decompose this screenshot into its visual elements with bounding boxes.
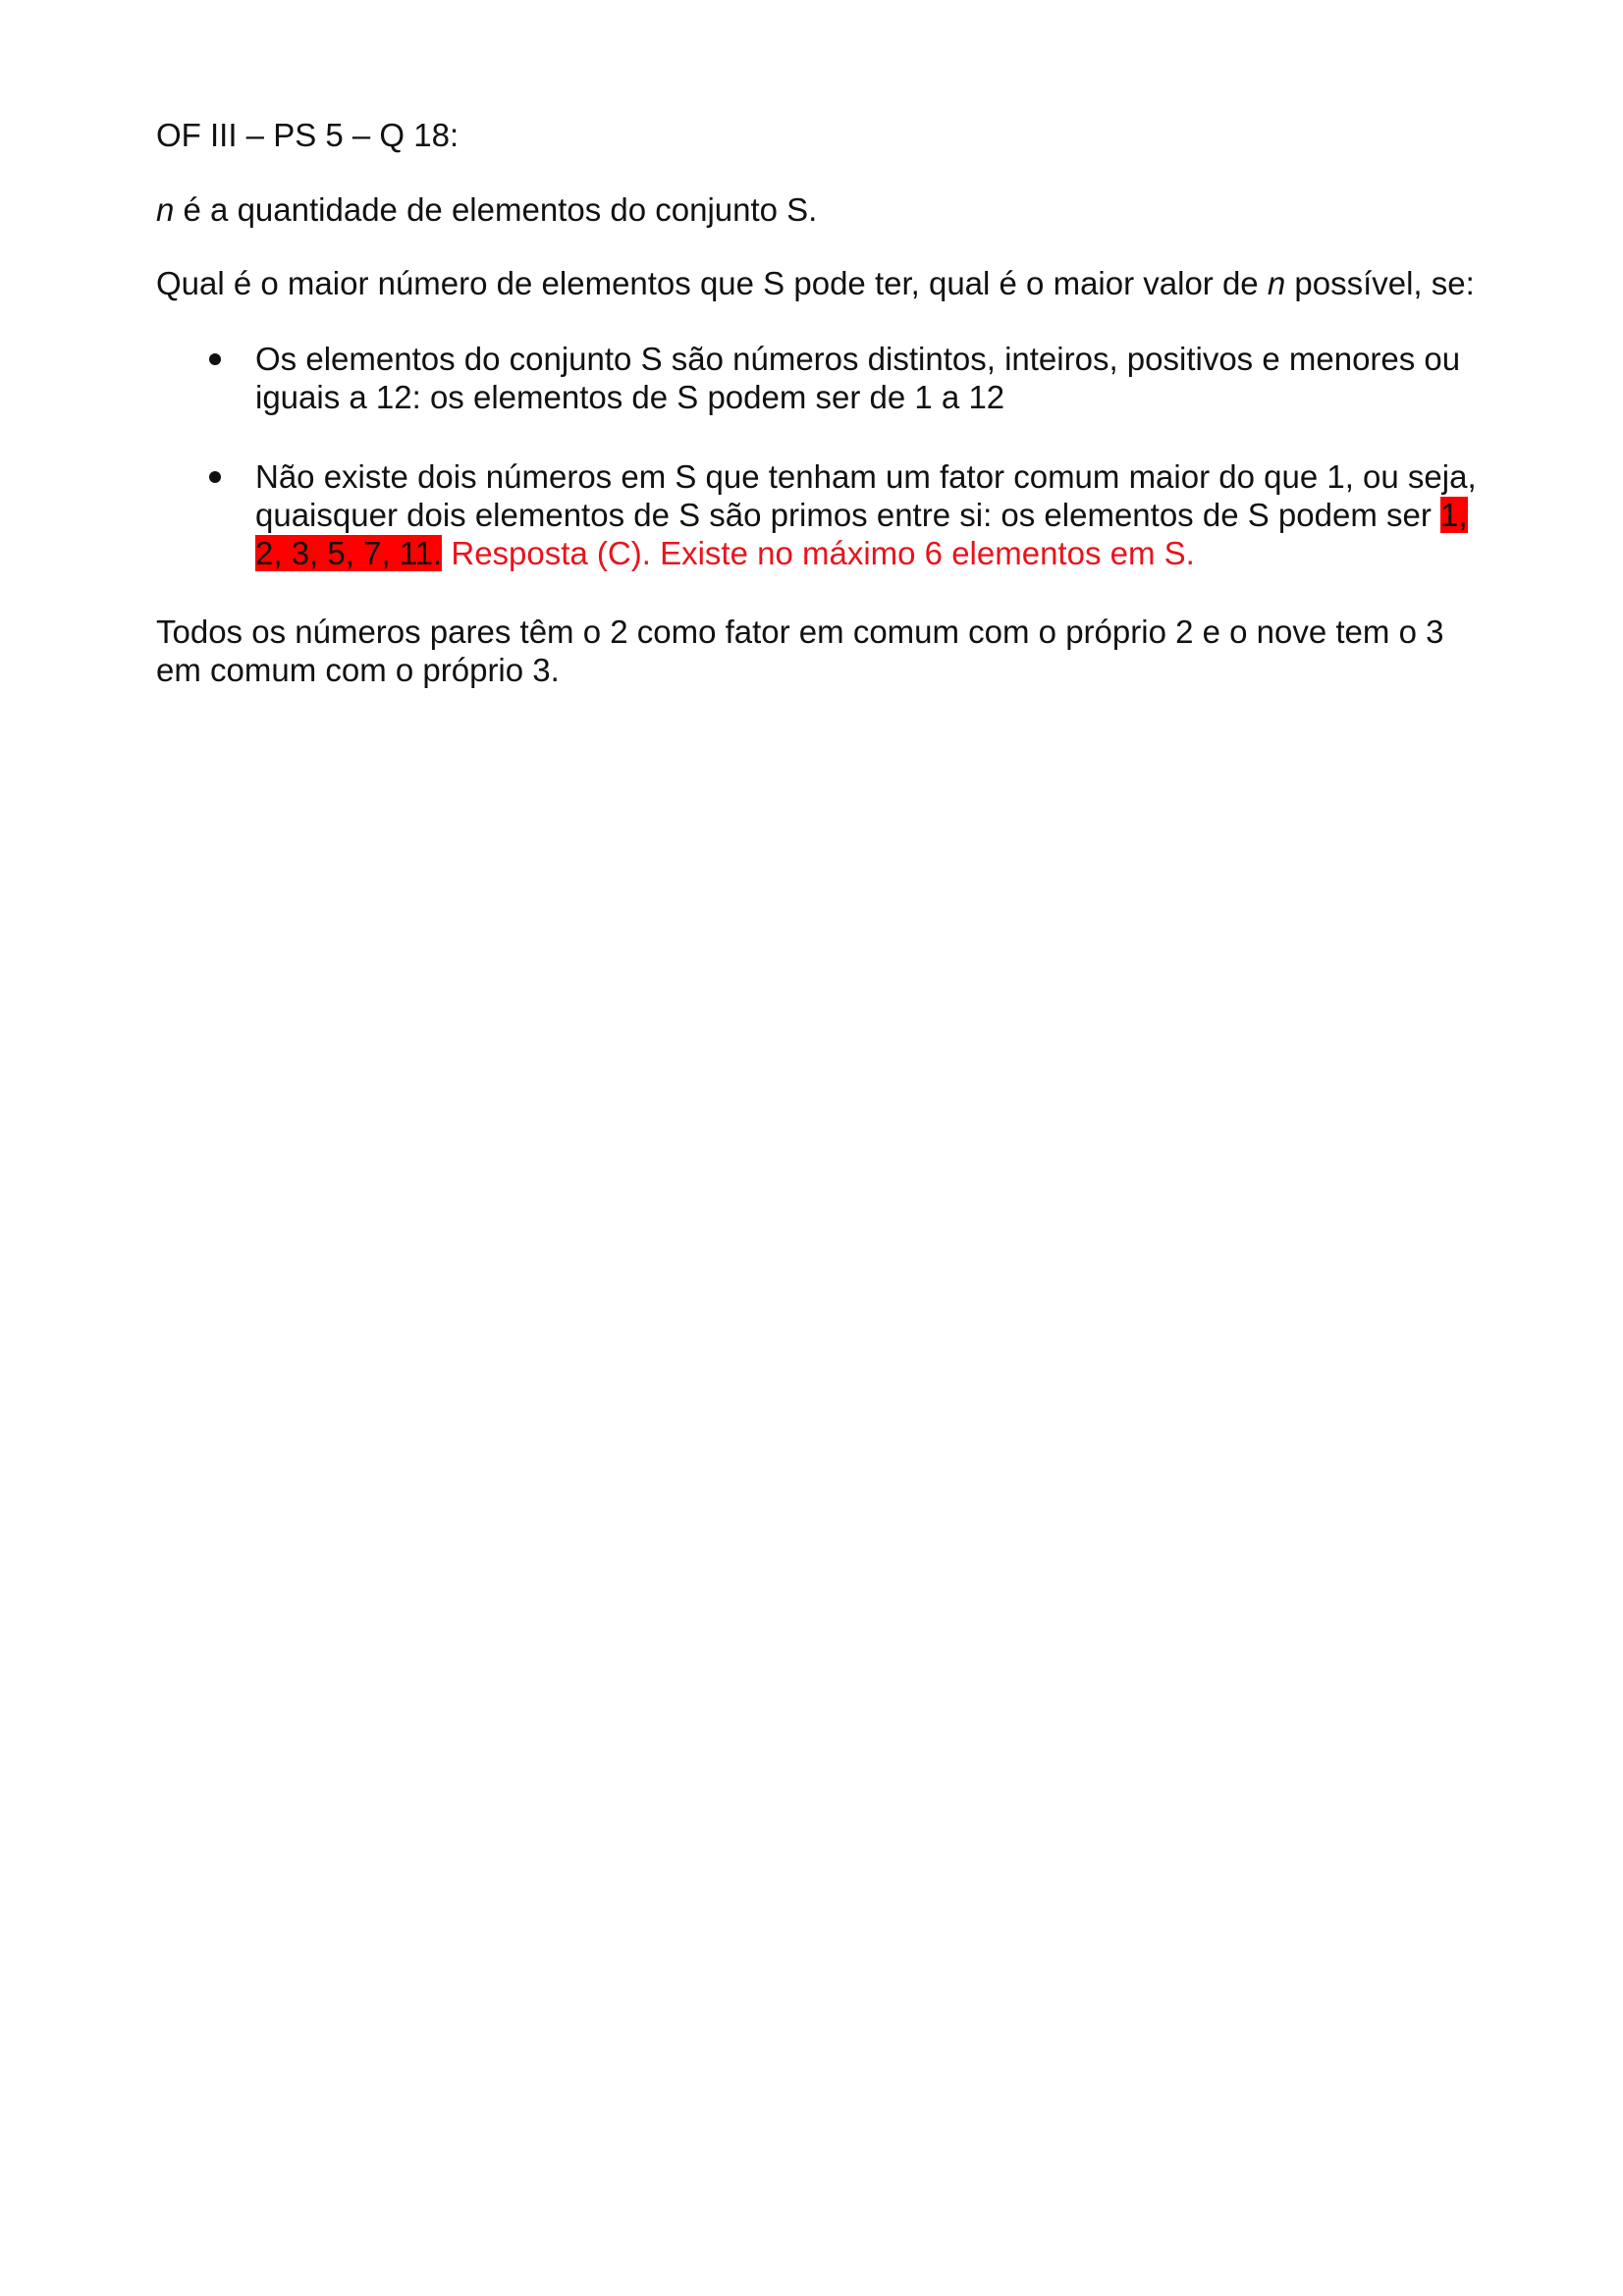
variable-n: n [156, 191, 175, 228]
definition-text: é a quantidade de elementos do conjunto S. [174, 191, 818, 228]
condition-item [156, 457, 1491, 572]
answer-text: Resposta (C). Existe no máximo 6 elementos em S. [442, 535, 1195, 571]
question-heading: OF III – PS 5 – Q 18: [156, 117, 460, 153]
question-text-before: Qual é o maior número de elementos que S pode ter, qual é o maior valor de [156, 265, 1268, 301]
condition-text: Não existe dois números em S que tenham um fator comum maior do que 1, ou seja, quaisquer dois elementos de S são primos entre si: os elementos de S podem ser [255, 458, 1477, 533]
bullet-icon [209, 471, 221, 483]
condition-item [156, 340, 1491, 416]
variable-n: n [1267, 265, 1286, 301]
conditions-list [156, 340, 1491, 572]
bullet-icon [209, 353, 221, 365]
condition-text: Os elementos do conjunto S são números distintos, inteiros, positivos e menores ou iguais a 12: os elementos de S podem ser de 1 a 12 [255, 341, 1461, 415]
question-text [156, 264, 1491, 302]
highlighted-elements: 1, 2, 3, 5, 7, 11. [255, 497, 1468, 571]
document-page [156, 116, 1491, 689]
question-text-after: possível, se: [1285, 265, 1475, 301]
conclusion-text: Todos os números pares têm o 2 como fator em comum com o próprio 2 e o nove tem o 3 em comum com o próprio 3. [156, 614, 1444, 688]
definition-line [156, 190, 1491, 229]
